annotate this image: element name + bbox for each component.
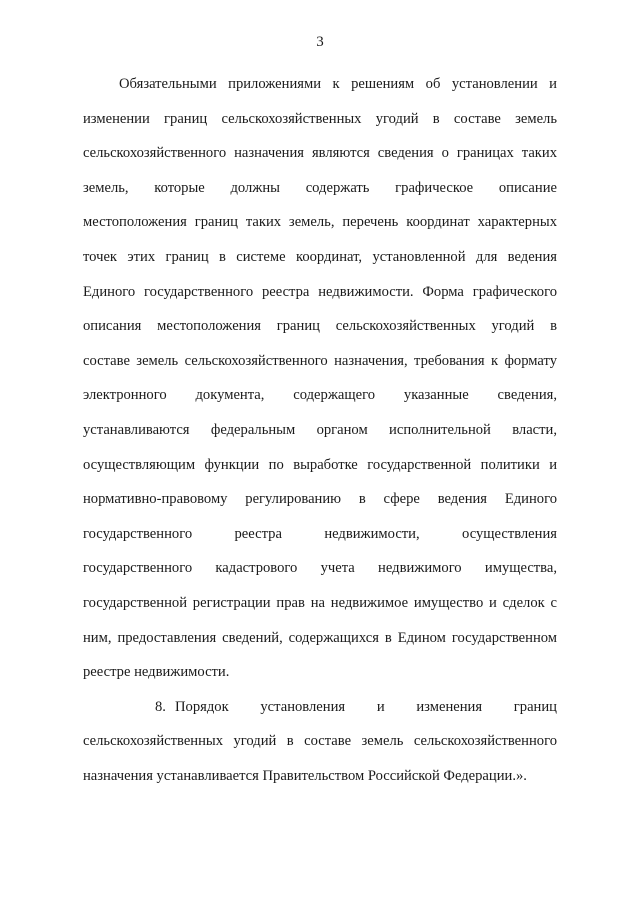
text-line: ним, предоставления сведений, содержащихся в Едином государственном bbox=[83, 629, 558, 646]
text-line: местоположения границ таких земель, перечень координат характерных bbox=[83, 214, 557, 231]
text-line: государственной регистрации прав на недвижимое имущество и сделок с bbox=[83, 594, 557, 611]
text-line: описания местоположения границ сельскохозяйственных угодий в bbox=[83, 318, 557, 335]
text-line: нормативно-правовому регулированию в сфере ведения Единого bbox=[83, 491, 557, 508]
page-number: 3 bbox=[316, 34, 324, 50]
text-line: государственного реестра недвижимости, осуществления bbox=[83, 525, 557, 542]
text-line: устанавливаются федеральным органом исполнительной власти, bbox=[83, 421, 557, 438]
document-body bbox=[83, 67, 557, 793]
text-line: Единого государственного реестра недвижимости. Форма графического bbox=[83, 283, 557, 300]
item-text: Порядок установления и изменения границ bbox=[175, 698, 557, 715]
text-line: реестре недвижимости. bbox=[83, 664, 230, 681]
text-line: электронного документа, содержащего указанные сведения, bbox=[83, 387, 557, 404]
item-number: 8. bbox=[155, 698, 166, 715]
paragraph-item-8 bbox=[83, 690, 557, 794]
text-line: Обязательными приложениями к решениям об установлении и bbox=[119, 76, 557, 92]
text-line: сельскохозяйственных угодий в составе земель сельскохозяйственного bbox=[83, 733, 557, 750]
text-line bbox=[83, 690, 557, 725]
text-line: составе земель сельскохозяйственного назначения, требования к формату bbox=[83, 352, 557, 369]
text-line: осуществляющим функции по выработке государственной политики и bbox=[83, 456, 558, 473]
text-line: государственного кадастрового учета недвижимого имущества, bbox=[83, 560, 558, 577]
text-line: сельскохозяйственного назначения являются сведения о границах таких bbox=[83, 145, 557, 162]
text-line: точек этих границ в системе координат, установленной для ведения bbox=[83, 248, 558, 265]
text-line: назначения устанавливается Правительством Российской Федерации.». bbox=[83, 767, 527, 784]
text-line: земель, которые должны содержать графическое описание bbox=[83, 179, 558, 196]
text-line: изменении границ сельскохозяйственных угодий в составе земель bbox=[83, 110, 557, 127]
paragraph-attachments bbox=[83, 67, 557, 690]
